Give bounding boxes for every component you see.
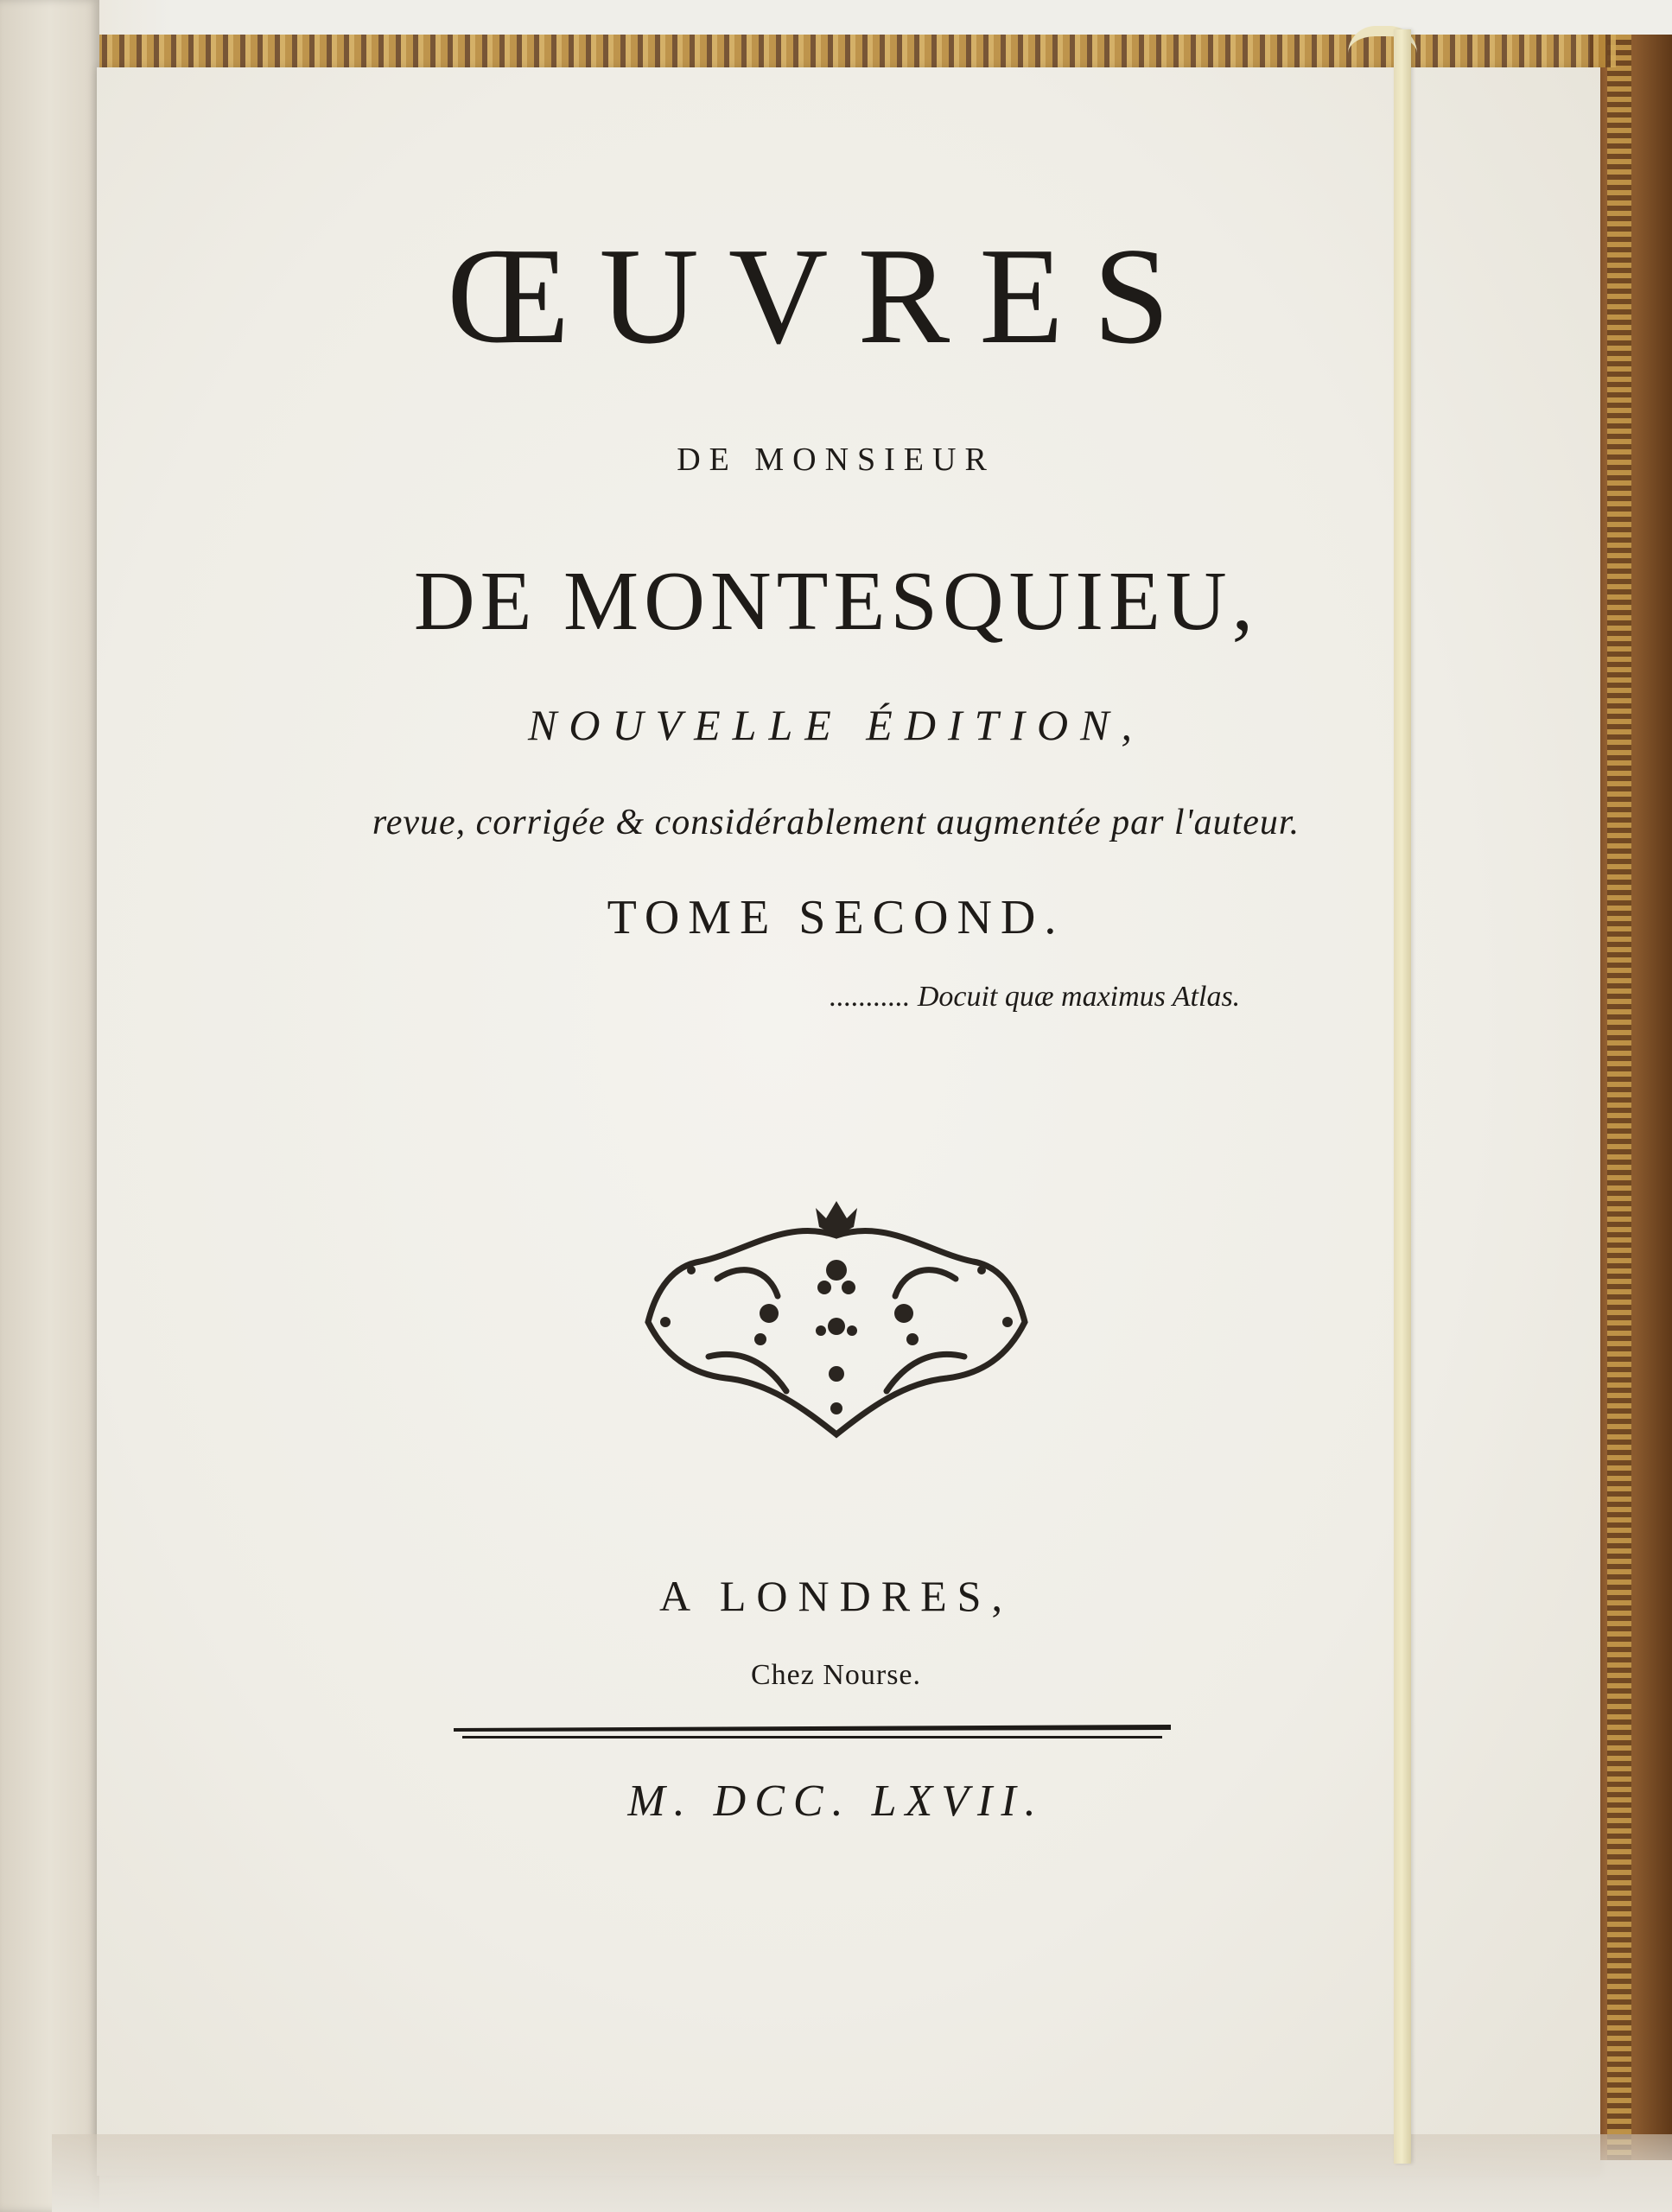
publisher: Chez Nourse. — [750, 1659, 922, 1691]
imprint-place: A LONDRES, — [659, 1572, 1013, 1620]
publication-year: M. DCC. LXVII. — [627, 1777, 1045, 1826]
ornament-vignette-icon — [639, 1201, 1033, 1443]
double-rule — [454, 1725, 1171, 1740]
work-title: ŒUVRES — [447, 219, 1199, 372]
author-prefix: DE MONSIEUR — [677, 442, 995, 478]
volume-statement: TOME SECOND. — [607, 891, 1065, 944]
epigraph: ........... Docuit quæ maximus Atlas. — [829, 981, 1241, 1013]
author-name: DE MONTESQUIEU, — [413, 555, 1259, 648]
page-bottom-edge — [52, 2134, 1672, 2212]
edition-statement: NOUVELLE ÉDITION, — [527, 701, 1145, 749]
revision-note: revue, corrigée & considérablement augmentée par l'auteur. — [372, 803, 1300, 842]
title-page — [97, 67, 1600, 2176]
